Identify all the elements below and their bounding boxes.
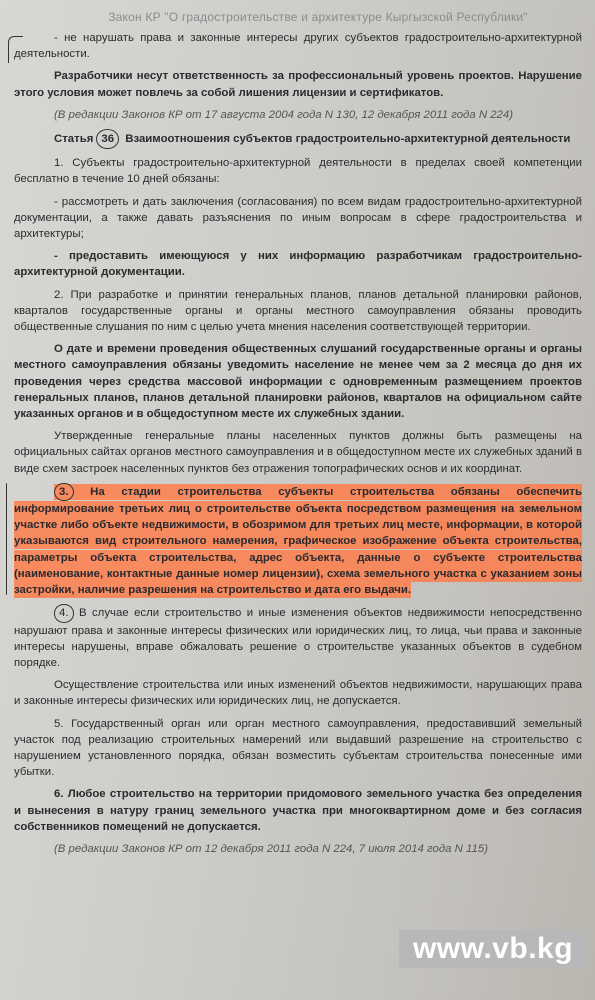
document-page: [14, 6, 582, 996]
article-heading: [14, 129, 582, 149]
article-title: Взаимоотношения субъектов градостроительно-архитектурной деятельности: [125, 133, 571, 146]
paragraph-4-prohibition: Осуществление строительства или иных изменений объектов недвижимости, нарушающих права и законные интересы физических или юридических лиц, не допускается.: [14, 679, 582, 708]
paragraph-6: 6. Любое строительство на территории придомового земельного участка без определения и вынесения в натуру границ земельного участка при многоквартирном доме и без согласия собственников помещений не допускается.: [14, 788, 582, 833]
article-number: 36: [96, 129, 119, 149]
paragraph-responsibility: Разработчики несут ответственность за профессиональный уровень проектов. Нарушение этого условия может повлечь за собой лишения лицензии и сертификатов.: [14, 70, 582, 99]
paragraph-4: [14, 604, 582, 671]
paragraph-1-item-b: - предоставить имеющуюся у них информацию разработчикам градостроительно-архитектурной документации.: [14, 250, 582, 279]
paragraph-2-plans: Утвержденные генеральные планы населенных пунктов должны быть размещены на официальных сайтах органов местного самоуправления и в общедоступном месте их служебных зданий в виде схем застроек населенных пунктов без отражения топографических основ и их координат.: [14, 430, 582, 475]
watermark-logo: www.vb.kg: [399, 930, 587, 968]
article-prefix: Статья: [54, 133, 94, 146]
highlighted-passage: [14, 484, 582, 598]
paragraph-3: [14, 483, 582, 598]
margin-bracket: [6, 483, 7, 595]
paragraph-2-notice: О дате и времени проведения общественных слушаний государственные органы и органы местного самоуправления обязаны уведомить население не менее чем за 2 месяца до дня их проведения через средства массовой информации с одновременным размещением проектов генеральных планов, планов детальной планировки районов, кварталов на официальном сайте указанных органов и в общедоступном месте их служебных здании.: [14, 343, 582, 421]
paragraph-2: 2. При разработке и принятии генеральных планов, планов детальной планировки районов, кварталов государственные органы и органы местного самоуправления обязаны проводить общественные слушания по ним с целью учета мнения населения соответствующей территории.: [14, 288, 582, 334]
paragraph-1-item-a: - рассмотреть и дать заключения (согласования) по всем видам градостроительно-архитектурной документации, а также давать разъяснения по иным вопросам в сфере градостроительства и архитектуры;: [14, 195, 582, 241]
paragraph-5: 5. Государственный орган или орган местного самоуправления, предоставивший земельный участок под реализацию строительных намерений или выдавший разрешение на строительство с нарушением установленного порядка, обязан возместить субъектам строительства понесенные ими убытки.: [14, 717, 582, 779]
running-header: Закон КР "О градостроительстве и архитектуре Кыргызской Республики": [108, 10, 528, 24]
paragraph-4-text: В случае если строительство и иные изменения объектов недвижимости непосредственно нарушают права и законные интересы физических или юридических лиц, то лица, чьи права и законные интересы нарушены, вправе обжаловать решение о строительстве указанных объектов в судебном порядке.: [14, 607, 583, 669]
paragraph-4-number: 4.: [54, 604, 74, 622]
paragraph-3-text: На стадии строительства субъекты строительства обязаны обеспечить информирование третьих лиц о строительстве объекта посредством размещения на земельном участке либо объекте недвижимости, в обозримом для третьих лиц месте, информации, в которой указываются вид строительного намерения, графическое изображение объекта строительства, параметры объекта строительства, адрес объекта, данные о субъекте строительства (наименование, контактные данные номер лицензии), схема земельного участка с указанием зоны застройки, наличие разрешения на строительство и дата его выдачи.: [14, 485, 582, 597]
edition-note-1: (В редакции Законов КР от 17 августа 2004 года N 130, 12 декабря 2011 года N 224): [54, 108, 514, 121]
paragraph-rights: - не нарушать права и законные интересы других субъектов градостроительно-архитектурной деятельности.: [14, 32, 582, 61]
pen-mark: [8, 36, 23, 63]
paragraph-3-number: 3.: [54, 483, 74, 501]
paragraph-1: 1. Субъекты градостроительно-архитектурной деятельности в пределах своей компетенции бесплатно в течение 10 дней обязаны:: [14, 157, 582, 186]
edition-note-2: (В редакции Законов КР от 12 декабря 2011 года N 224, 7 июля 2014 года N 115): [54, 842, 489, 855]
